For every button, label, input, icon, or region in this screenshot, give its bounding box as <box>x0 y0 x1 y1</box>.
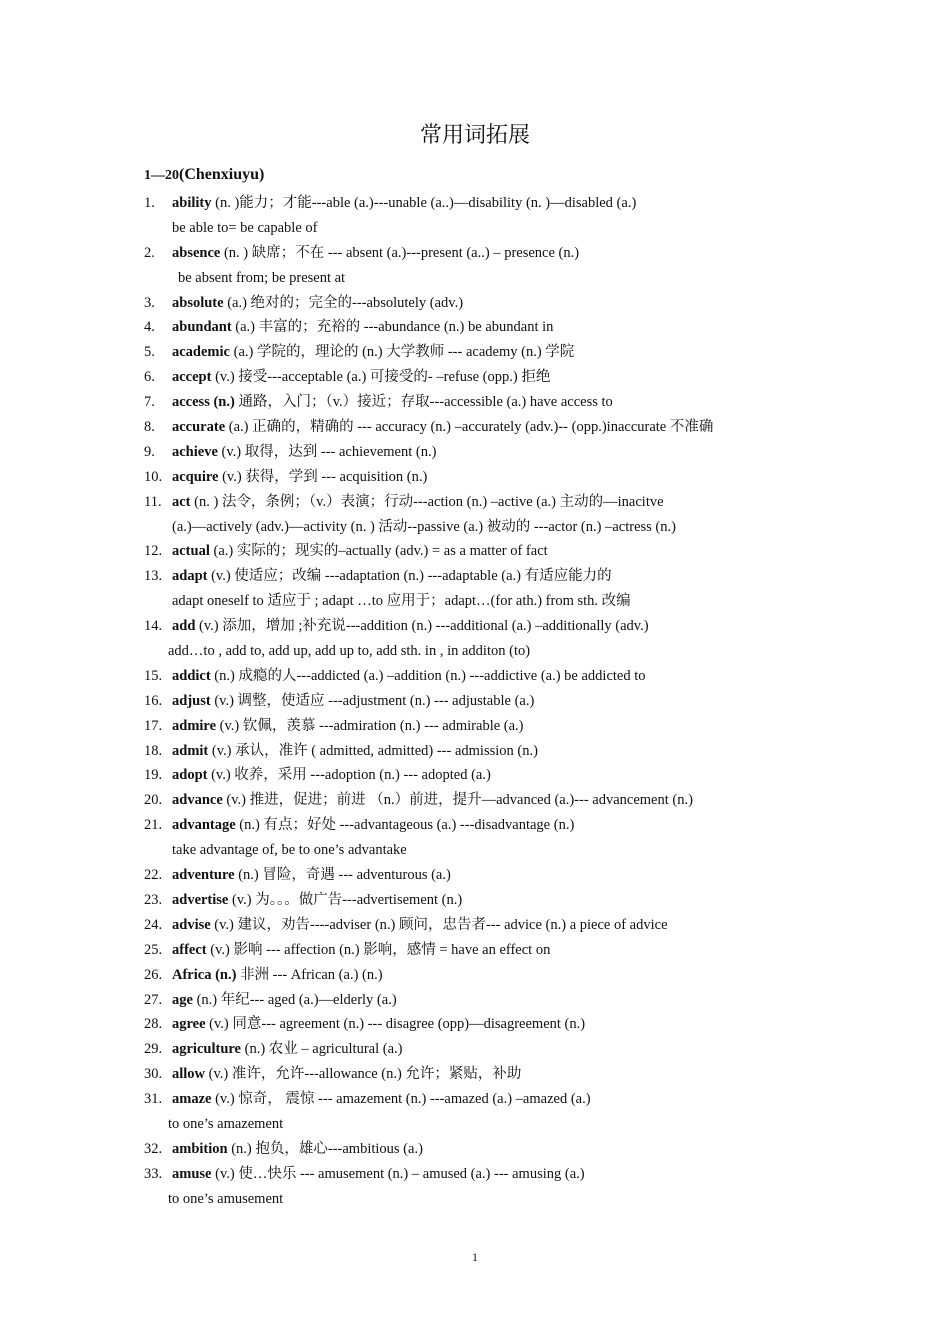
definition: take advantage of, be to one’s advantake <box>172 842 407 859</box>
headword: ability <box>172 195 212 211</box>
item-number: 21. <box>144 817 163 834</box>
item-text <box>172 763 491 788</box>
definition: (a.) 实际的；现实的–actually (adv.) = as a matter of fact <box>209 543 548 560</box>
item-number: 10. <box>144 468 163 485</box>
word-list <box>144 191 824 1212</box>
item-text <box>172 241 579 266</box>
definition: adapt oneself to 适应于 ; adapt …to 应用于；adapt…(for ath.) from sth. 改编 <box>172 593 631 610</box>
item-number: 5. <box>144 344 155 361</box>
item-text <box>172 689 534 714</box>
definition: (v.) 同意--- agreement (n.) --- disagree (opp)—disagreement (n.) <box>205 1016 586 1033</box>
headword: accurate <box>172 419 226 436</box>
item-number: 12. <box>144 543 163 560</box>
headword: age <box>172 991 193 1008</box>
headword: adapt <box>172 568 208 585</box>
list-item <box>144 1162 824 1187</box>
list-item <box>144 191 824 216</box>
headword: actual <box>172 543 210 560</box>
list-item-continuation <box>144 838 824 863</box>
item-text <box>172 315 553 340</box>
item-text <box>172 515 676 540</box>
item-text <box>178 266 345 291</box>
definition: (a.)—actively (adv.)—activity (n. ) 活动--passive (a.) 被动的 ---actor (n.) –actress (n.) <box>172 518 676 535</box>
item-number: 16. <box>144 692 163 709</box>
item-text <box>172 614 649 639</box>
item-text <box>172 390 613 415</box>
headword: admit <box>172 742 209 759</box>
list-item <box>144 988 824 1013</box>
headword: agriculture <box>172 1041 241 1058</box>
headword: absence <box>172 244 221 261</box>
item-number: 28. <box>144 1016 163 1033</box>
definition: (n.) 农业 – agricultural (a.) <box>241 1041 403 1058</box>
item-text <box>168 1112 283 1137</box>
definition: 非洲 --- African (a.) (n.) <box>236 966 383 983</box>
list-item <box>144 788 824 813</box>
item-number: 4. <box>144 319 155 336</box>
item-number: 3. <box>144 294 155 311</box>
item-number: 27. <box>144 991 163 1008</box>
list-item <box>144 415 824 440</box>
list-item <box>144 564 824 589</box>
item-text <box>172 564 612 589</box>
headword: amuse <box>172 1165 212 1182</box>
item-number: 2. <box>144 244 155 261</box>
headword: allow <box>172 1066 206 1083</box>
item-text <box>172 739 538 764</box>
item-text <box>172 1012 585 1037</box>
list-item-continuation <box>144 266 824 291</box>
headword: advance <box>172 792 223 809</box>
list-item <box>144 315 824 340</box>
item-number: 1. <box>144 195 155 211</box>
headword: access (n.) <box>172 394 235 411</box>
item-number: 22. <box>144 867 163 884</box>
list-item <box>144 390 824 415</box>
item-text <box>172 440 436 465</box>
list-item <box>144 440 824 465</box>
list-item-continuation <box>144 1187 824 1212</box>
item-text <box>172 1087 591 1112</box>
item-number: 19. <box>144 767 163 784</box>
headword: affect <box>172 941 207 958</box>
item-number: 18. <box>144 742 163 759</box>
item-text <box>168 1187 283 1212</box>
definition: (v.) 承认，准许 ( admitted, admitted) --- admission (n.) <box>208 742 538 759</box>
headword: admire <box>172 717 217 734</box>
list-item <box>144 938 824 963</box>
item-number: 9. <box>144 443 155 460</box>
definition: be absent from; be present at <box>178 269 346 286</box>
definition: (v.) 影响 --- affection (n.) 影响，感情 = have an effect on <box>206 941 551 958</box>
item-text <box>172 838 407 863</box>
item-text <box>172 1162 585 1187</box>
headword: advise <box>172 916 211 933</box>
definition: add…to , add to, add up, add up to, add sth. in , in additon (to) <box>168 643 531 660</box>
list-item <box>144 1012 824 1037</box>
headword: abundant <box>172 319 232 336</box>
definition: (a.) 绝对的；完全的---absolutely (adv.) <box>223 294 464 311</box>
headword: add <box>172 618 196 635</box>
headword: absolute <box>172 294 224 311</box>
item-number: 32. <box>144 1140 163 1157</box>
list-item <box>144 365 824 390</box>
item-number: 30. <box>144 1066 163 1083</box>
list-item <box>144 888 824 913</box>
item-number: 6. <box>144 369 155 386</box>
headword: adopt <box>172 767 208 784</box>
definition: (v.) 获得，学到 --- acquisition (n.) <box>218 468 428 485</box>
headword: Africa (n.) <box>172 966 237 983</box>
list-item <box>144 490 824 515</box>
list-item <box>144 813 824 838</box>
item-text <box>172 1037 402 1062</box>
list-item-continuation <box>144 216 824 241</box>
definition: (n.) 有点；好处 ---advantageous (a.) ---disadvantage (n.) <box>235 817 575 834</box>
list-item <box>144 863 824 888</box>
item-text <box>172 191 636 216</box>
item-number: 7. <box>144 394 155 411</box>
item-number: 23. <box>144 891 163 908</box>
definition: (v.) 添加，增加 ;补充说---addition (n.) ---additional (a.) –additionally (adv.) <box>195 618 649 635</box>
item-text <box>172 365 550 390</box>
definition: (v.) 使…快乐 --- amusement (n.) – amused (a.) --- amusing (a.) <box>211 1165 585 1182</box>
list-item <box>144 614 824 639</box>
list-item <box>144 241 824 266</box>
item-number: 26. <box>144 966 163 983</box>
list-item <box>144 1037 824 1062</box>
headword: amaze <box>172 1091 212 1108</box>
item-text <box>168 639 530 664</box>
item-text <box>172 863 451 888</box>
list-item <box>144 1137 824 1162</box>
list-item <box>144 763 824 788</box>
list-item <box>144 664 824 689</box>
item-number: 8. <box>144 419 155 436</box>
item-text <box>172 291 463 316</box>
headword: advertise <box>172 891 229 908</box>
item-text <box>172 465 427 490</box>
item-text <box>172 664 646 689</box>
item-text <box>172 714 524 739</box>
headword: adjust <box>172 692 211 709</box>
list-item <box>144 689 824 714</box>
definition: (n.) 成瘾的人---addicted (a.) –addition (n.) ---addictive (a.) be addicted to <box>210 667 646 684</box>
list-item <box>144 714 824 739</box>
item-text <box>172 340 574 365</box>
item-text <box>172 216 317 241</box>
definition: (n.) 冒险，奇遇 --- adventurous (a.) <box>234 867 451 884</box>
definition: (v.) 建议，劝告----adviser (n.) 顾问，忠告者--- advice (n.) a piece of advice <box>210 916 668 933</box>
definition: (v.) 收养，采用 ---adoption (n.) --- adopted (a.) <box>207 767 491 784</box>
item-text <box>172 913 668 938</box>
item-number: 29. <box>144 1041 163 1058</box>
item-text <box>172 888 462 913</box>
item-text <box>172 1062 521 1087</box>
definition: (v.) 为。。。做广告---advertisement (n.) <box>228 891 463 908</box>
item-number: 20. <box>144 792 163 809</box>
headword: ambition <box>172 1140 228 1157</box>
item-text <box>172 490 664 515</box>
section-heading <box>144 166 264 184</box>
item-number: 17. <box>144 717 163 734</box>
item-text <box>172 1137 423 1162</box>
list-item <box>144 539 824 564</box>
definition: be able to= be capable of <box>172 219 318 236</box>
list-item <box>144 340 824 365</box>
item-number: 13. <box>144 568 163 585</box>
definition: (v.) 惊奇， 震惊 --- amazement (n.) ---amazed (a.) –amazed (a.) <box>211 1091 591 1108</box>
list-item <box>144 291 824 316</box>
definition: (v.) 调整，使适应 ---adjustment (n.) --- adjustable (a.) <box>210 692 535 709</box>
page-title: 常用词拓展 <box>419 122 530 147</box>
definition: (a.) 正确的，精确的 --- accuracy (n.) –accurately (adv.)-- (opp.)inaccurate 不准确 <box>225 419 714 436</box>
list-item-continuation <box>144 589 824 614</box>
item-number: 15. <box>144 667 163 684</box>
headword: adventure <box>172 867 235 884</box>
list-item-continuation <box>144 639 824 664</box>
definition: (n. ) 法令，条例；（v.）表演；行动---action (n.) –active (a.) 主动的—inacitve <box>190 493 664 510</box>
item-number: 31. <box>144 1091 163 1108</box>
definition: (v.) 推进，促进；前进 （n.）前进，提升—advanced (a.)--- advancement (n.) <box>222 792 693 809</box>
item-text <box>172 415 713 440</box>
definition: (v.) 取得，达到 --- achievement (n.) <box>217 443 437 460</box>
section-author: (Chenxiuyu) <box>179 166 265 183</box>
item-text <box>172 988 397 1013</box>
definition: (v.) 接受---acceptable (a.) 可接受的- –refuse (opp.) 拒绝 <box>211 369 551 386</box>
list-item <box>144 913 824 938</box>
headword: achieve <box>172 443 218 460</box>
item-text <box>172 539 548 564</box>
item-number: 14. <box>144 618 163 635</box>
headword: addict <box>172 667 211 684</box>
list-item <box>144 1087 824 1112</box>
definition: (n.) 抱负，雄心---ambitious (a.) <box>227 1140 423 1157</box>
definition: (v.) 使适应；改编 ---adaptation (n.) ---adaptable (a.) 有适应能力的 <box>207 568 612 585</box>
definition: to one’s amazement <box>168 1115 284 1132</box>
definition: (v.) 准许，允许---allowance (n.) 允许；紧贴，补助 <box>205 1066 522 1083</box>
headword: advantage <box>172 817 236 834</box>
item-number: 33. <box>144 1165 163 1182</box>
list-item <box>144 739 824 764</box>
item-number: 24. <box>144 916 163 933</box>
definition: to one’s amusement <box>168 1190 284 1207</box>
item-text <box>172 788 693 813</box>
item-number: 25. <box>144 941 163 958</box>
list-item <box>144 1062 824 1087</box>
page-number: 1 <box>472 1250 478 1264</box>
item-number: 11. <box>144 493 162 510</box>
definition: (n.) 年纪--- aged (a.)—elderly (a.) <box>192 991 397 1008</box>
definition: (n. )能力；才能---able (a.)---unable (a..)—disability (n. )—disabled (a.) <box>211 195 637 211</box>
headword: academic <box>172 344 230 361</box>
definition: (a.) 丰富的；充裕的 ---abundance (n.) be abundant in <box>231 319 554 336</box>
list-item <box>144 465 824 490</box>
item-text <box>172 938 550 963</box>
headword: agree <box>172 1016 206 1033</box>
item-text <box>172 963 383 988</box>
item-text <box>172 589 631 614</box>
list-item-continuation <box>144 1112 824 1137</box>
definition: 通路，入门；（v.）接近；存取---accessible (a.) have access to <box>234 394 613 411</box>
list-item <box>144 963 824 988</box>
headword: act <box>172 493 191 510</box>
section-range: 1—20 <box>144 168 179 183</box>
headword: accept <box>172 369 212 386</box>
definition: (v.) 钦佩，羡慕 ---admiration (n.) --- admirable (a.) <box>216 717 524 734</box>
list-item-continuation <box>144 515 824 540</box>
definition: (n. ) 缺席；不在 --- absent (a.)---present (a..) – presence (n.) <box>220 244 580 261</box>
definition: (a.) 学院的，理论的 (n.) 大学教师 --- academy (n.) 学院 <box>229 344 575 361</box>
headword: acquire <box>172 468 219 485</box>
item-text <box>172 813 574 838</box>
